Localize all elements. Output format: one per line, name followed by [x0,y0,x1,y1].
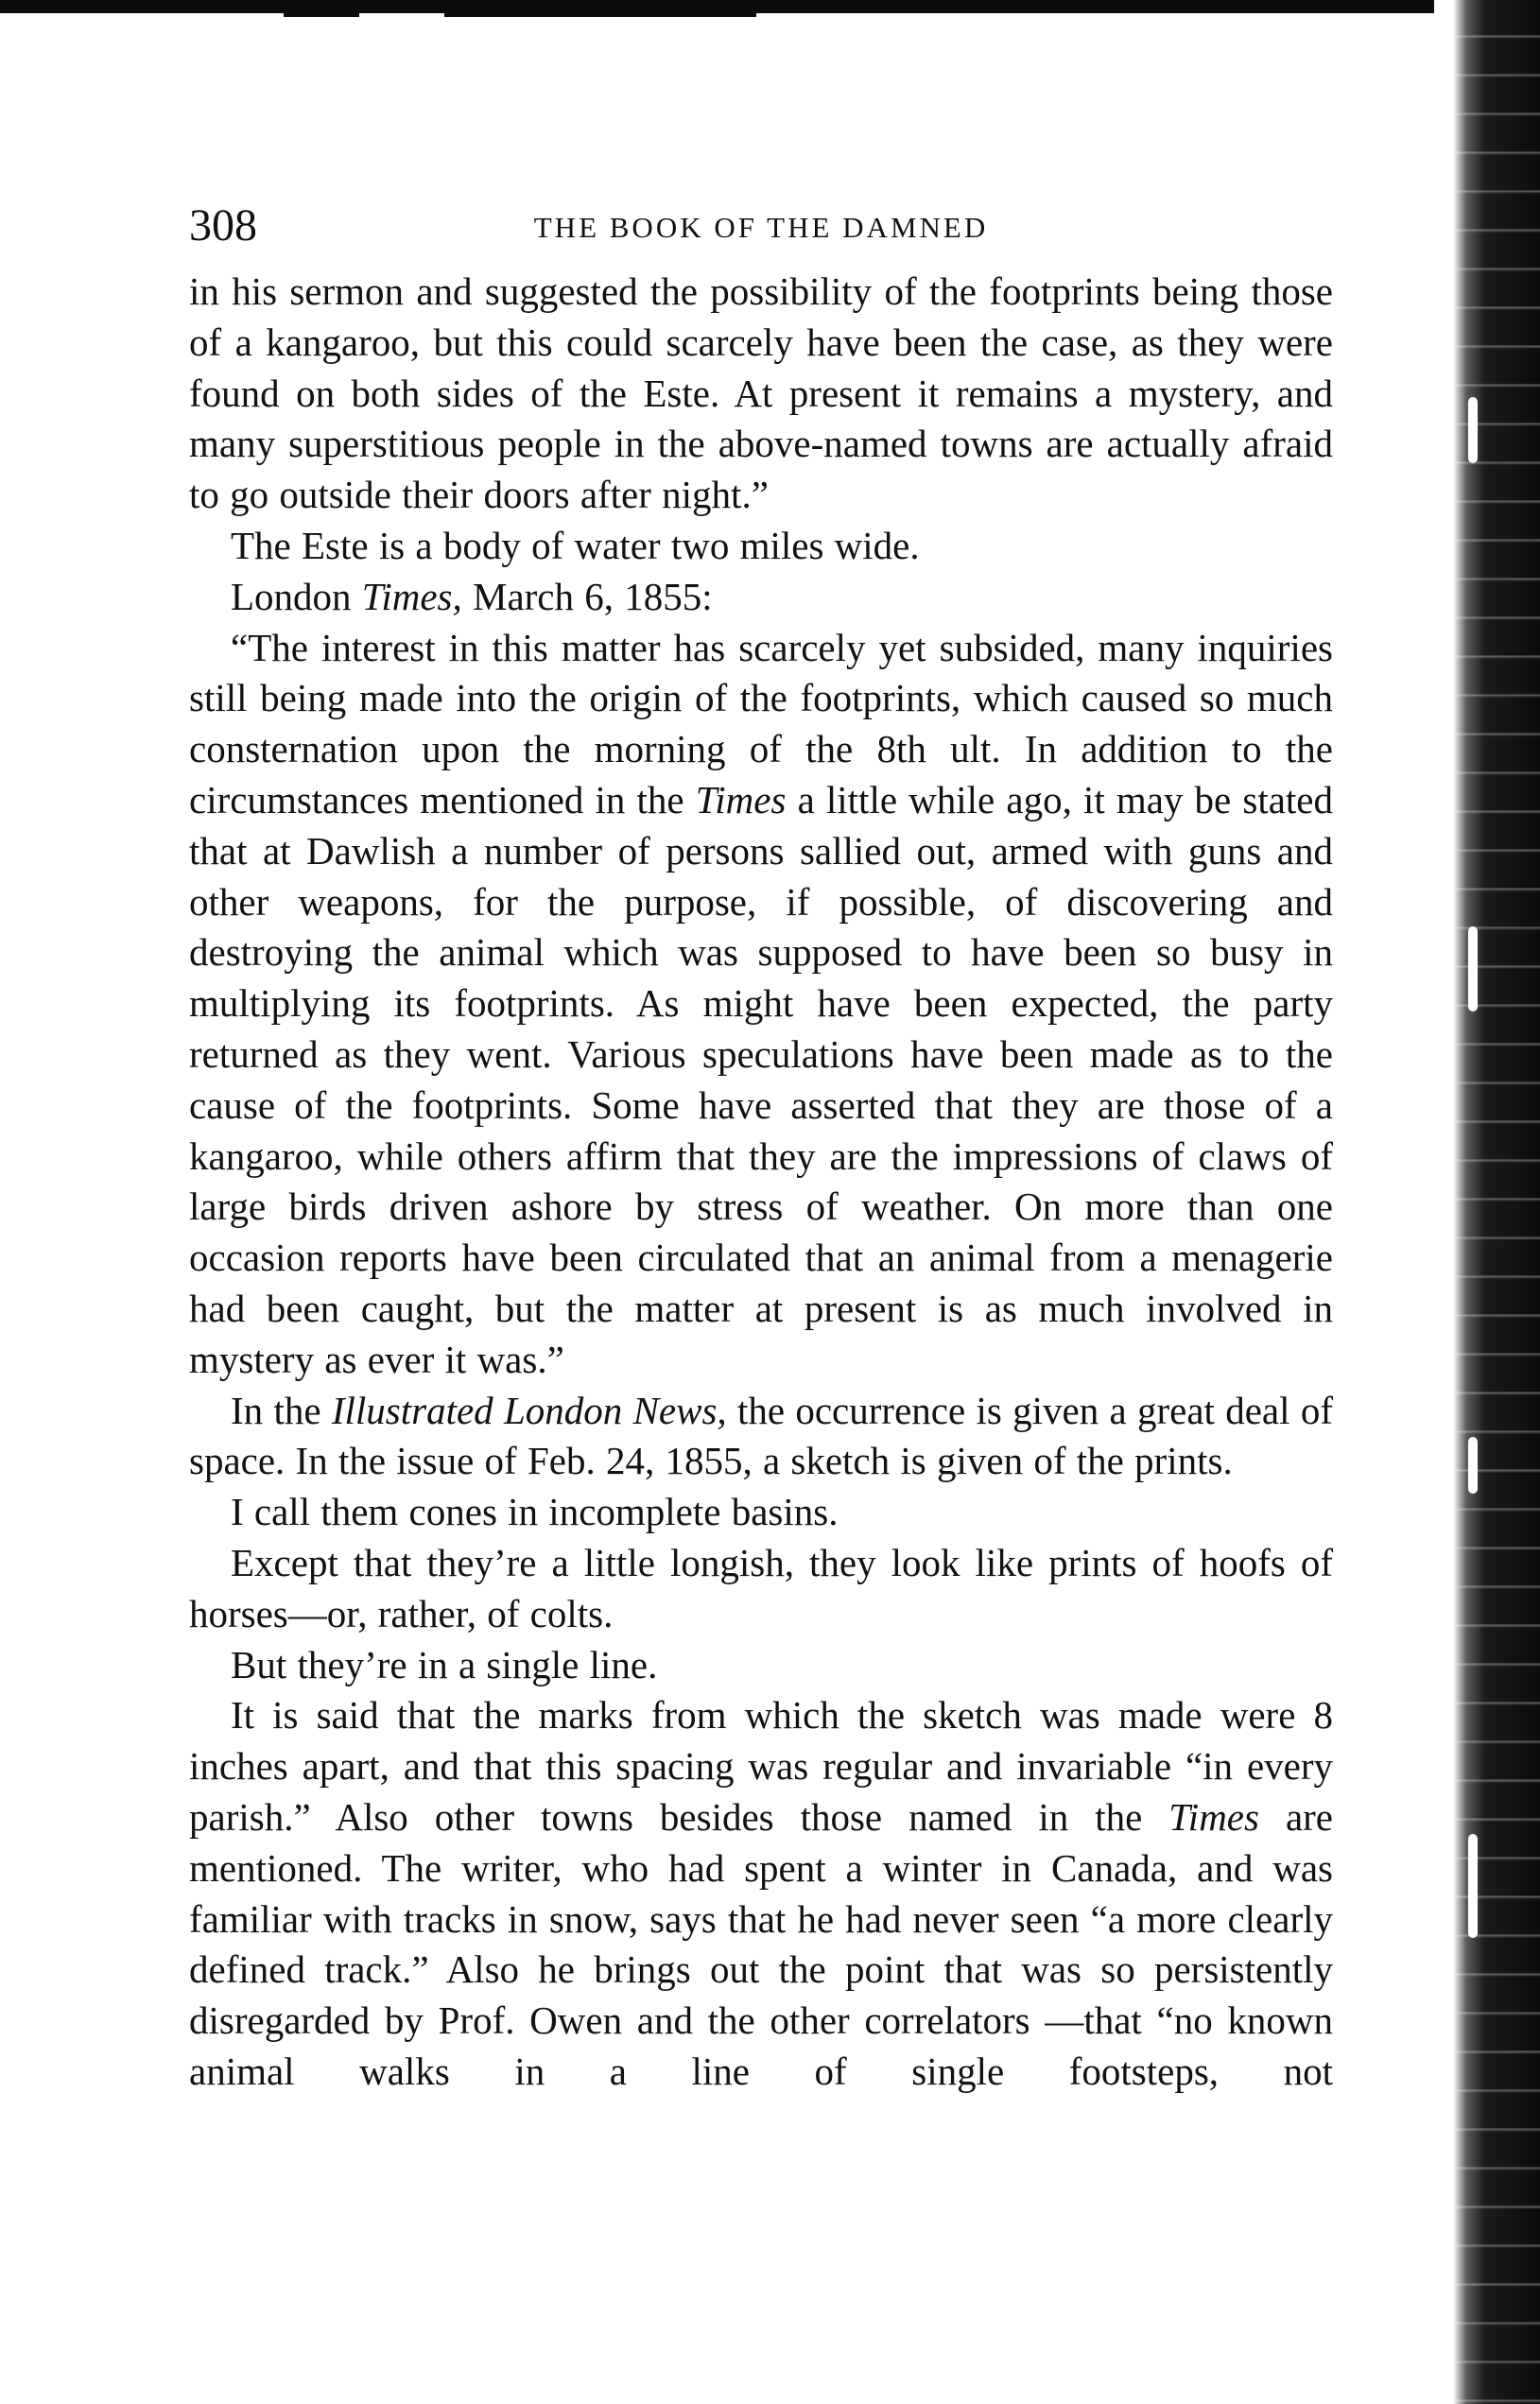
paragraph-text: But they’re in a single line. [231,1642,658,1686]
scan-mark [444,8,756,17]
scan-right-edge [1434,0,1540,2404]
paragraph-text: in his sermon and suggested the possibility of the footprints being those of a kangaroo, but this could scarcely have been the case, as they were found on both sides of the Este. At present it remains a mystery, and many superstitious people in the above-named towns are actually afraid to go outside their doors after night.” [189,269,1333,517]
page-body [189,267,1333,2098]
scan-mark [1468,926,1478,1012]
paragraph [189,1640,1333,1691]
paragraph-text: “The interest in this matter has scarcely yet subsided, many inquiries still being made into the origin of the footprints, which caused so much consternation upon the morning of the 8th ult. In addition to the circumstances mentioned in the [189,625,1333,822]
paragraph-text: In the [231,1388,332,1432]
paragraph [189,1690,1333,2097]
paragraph-text: March 6, 1855: [461,574,713,618]
scan-top-edge [0,0,1540,13]
publication-title: Times [695,777,787,822]
paragraph-text: are mentioned. The writer, who had spent a winter in Canada, and was familiar with tracks in snow, says that he had never seen “a more clearly defined track.” Also he brings out the point that was so persistently disregarded by Prof. Owen and the other correlators —that “no known animal walks in a line of single footsteps, not [189,1794,1333,2093]
page-number: 308 [189,200,257,251]
running-head: THE BOOK OF THE DAMNED [533,211,989,244]
page-header [189,196,1333,256]
quoted-paragraph [189,623,1333,1386]
scan-mark [1468,1834,1478,1938]
publication-title: Times [1168,1794,1259,1839]
paragraph-text: the occurrence is given a great deal of space. In the issue of Feb. 24, 1855, a sketch is given of the prints. [189,1388,1333,1483]
paragraph-text: I call them cones in incomplete basins. [231,1490,839,1534]
paragraph [189,521,1333,572]
paragraph-text: London [231,574,362,618]
paragraph-text: Except that they’re a little longish, they look like prints of hoofs of horses—or, rather, of colts. [189,1540,1333,1635]
scan-mark [284,8,359,17]
paragraph [189,1538,1333,1640]
paragraph-text: a little while ago, it may be stated that at Dawlish a number of persons sallied out, armed with guns and other weapons, for the purpose, if possible, of discovering and destroying the animal which was supposed to have been so busy in multiplying its footprints. As might have been expected, the party returned as they went. Various speculations have been made as to the cause of the footprints. Some have asserted that they are those of a kangaroo, while others affirm that they are the impressions of claws of large birds driven ashore by stress of weather. On more than one occasion reports have been circulated that an animal from a menagerie had been caught, but the matter at present is as much involved in mystery as ever it was.” [189,777,1333,1381]
paragraph [189,1386,1333,1488]
publication-title: Times, [361,574,462,618]
publication-title: Illustrated London News, [331,1388,727,1432]
paragraph-text: The Este is a body of water two miles wide. [231,523,920,567]
paragraph-text: It is said that the marks from which the sketch was made were 8 inches apart, and that this spacing was regular and invariable “in every parish.” Also other towns besides those named in the [189,1693,1333,1839]
scan-mark [1468,397,1478,463]
paragraph [189,267,1333,521]
paragraph [189,1487,1333,1538]
paragraph [189,572,1333,623]
scan-mark [1468,1437,1478,1494]
